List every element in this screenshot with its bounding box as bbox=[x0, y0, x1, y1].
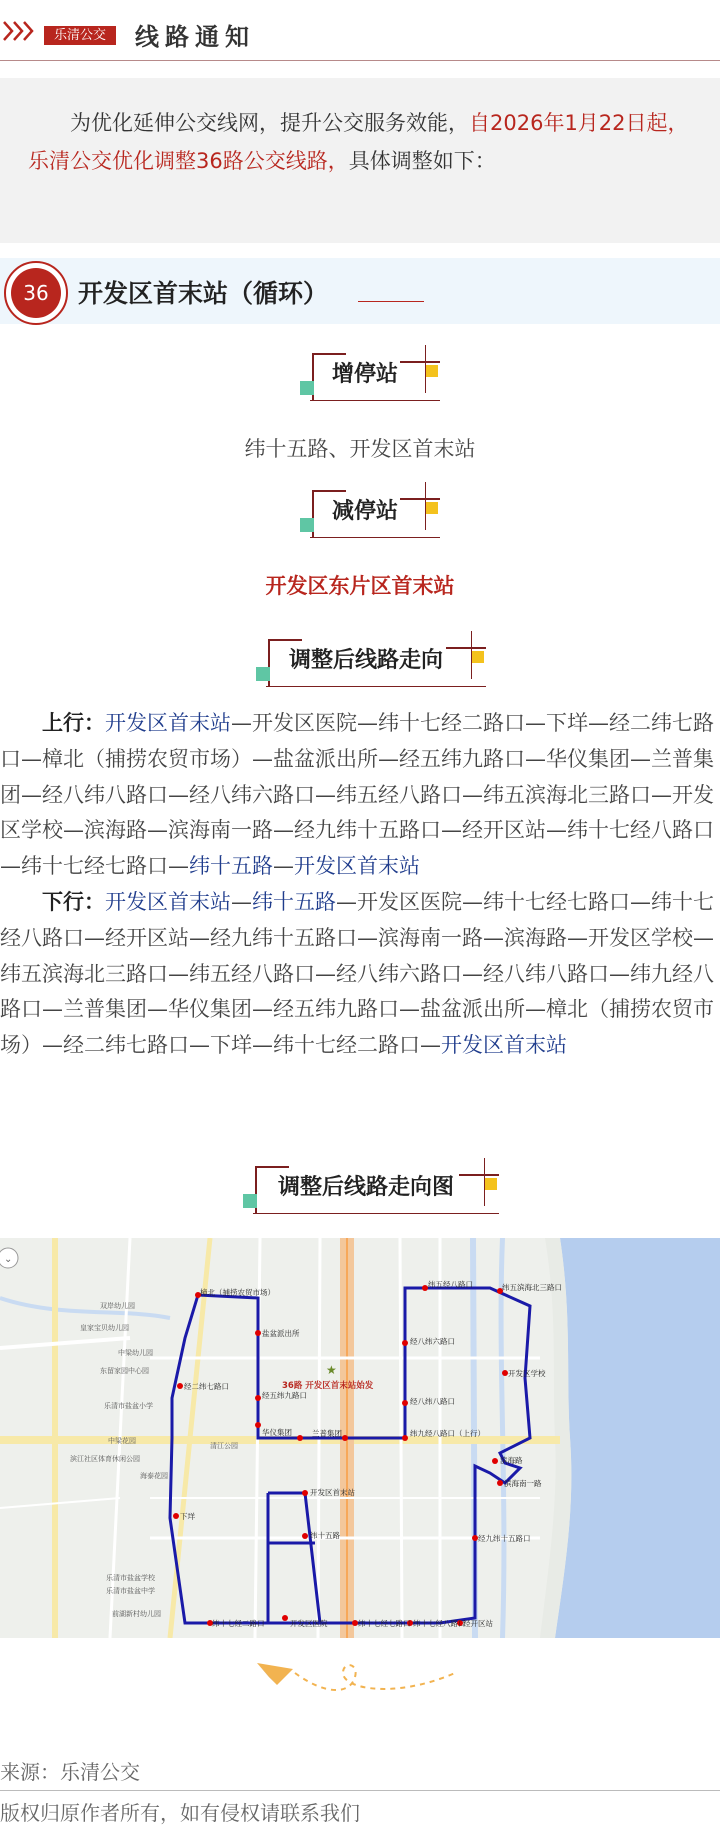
up-label: 上行： bbox=[42, 711, 105, 735]
route-map-svg bbox=[0, 1238, 720, 1638]
map-label: 经五纬九路口 bbox=[262, 1391, 307, 1400]
map-label: 开发区学校 bbox=[508, 1369, 546, 1378]
up-new-stop: 纬十五路 bbox=[189, 854, 273, 879]
paper-plane-divider-icon bbox=[255, 1655, 465, 1705]
section-title: 增停站 bbox=[331, 362, 398, 387]
map-label: 下垟 bbox=[180, 1512, 195, 1521]
copyright-text: 版权归原作者所有，如有侵权请联系我们 bbox=[0, 1801, 360, 1825]
map-label: 开发区医院 bbox=[290, 1619, 328, 1628]
section-title: 调整后线路走向 bbox=[288, 648, 443, 673]
notice-suffix: 具体调整如下： bbox=[348, 149, 496, 173]
up-start: 开发区首末站 bbox=[105, 711, 231, 735]
map-label: 纬十七经八路口 bbox=[413, 1619, 466, 1628]
map-label: 纬十七经七路口 bbox=[358, 1619, 411, 1628]
map-place: 皇家宝贝幼儿园 bbox=[80, 1324, 129, 1332]
section-removed-heading bbox=[290, 482, 440, 538]
map-label: 经八纬八路口 bbox=[410, 1397, 455, 1406]
route-directions bbox=[0, 706, 720, 1064]
map-label: 华仪集团 bbox=[262, 1428, 292, 1437]
source-name: 乐清公交 bbox=[60, 1760, 140, 1784]
map-label: 经八纬六路口 bbox=[410, 1337, 455, 1346]
down-end: 开发区首末站 bbox=[441, 1033, 567, 1058]
section-direction-heading bbox=[246, 631, 486, 687]
down-new-stop: 纬十五路 bbox=[252, 889, 336, 914]
map-place: 乐清市盐盆小学 bbox=[104, 1402, 153, 1410]
map-place: 东留家园中心园 bbox=[100, 1367, 149, 1375]
source-tag: 乐清公交 bbox=[44, 26, 116, 45]
map-place: 海泰花园 bbox=[140, 1472, 168, 1480]
svg-text:⌄: ⌄ bbox=[4, 1254, 13, 1265]
map-place: 中梁幼儿园 bbox=[118, 1349, 153, 1357]
map-label: 纬十五路 bbox=[310, 1531, 340, 1540]
map-center-label: 36路 开发区首末站始发 bbox=[282, 1381, 374, 1391]
map-label: 纬十七经二路口 bbox=[212, 1619, 265, 1628]
notice-prefix: 为优化延伸公交线网，提升公交服务效能， bbox=[70, 111, 469, 135]
footer-divider bbox=[0, 1790, 720, 1791]
map-label: 纬九经八路口（上行） bbox=[410, 1429, 485, 1438]
up-middle: —开发区医院—纬十七经二路口—下垟—经二纬七路口—樟北（捕捞农贸市场）—盐盆派出所—经五纬九路口—华仪集团—兰普集团—经八纬八路口—经八纬六路口—纬五经八路口—纬五滨海北三路口—开发区学校—滨海路—滨海南一路—经九纬十五路口—经开区站—纬十七经八路口—纬十七经七路口— bbox=[0, 711, 714, 879]
svg-text:★: ★ bbox=[326, 1363, 337, 1377]
map-label: 纬五经八路口 bbox=[428, 1280, 473, 1289]
map-label: 兰普集团 bbox=[312, 1429, 342, 1438]
double-chevron-icon bbox=[2, 20, 38, 42]
map-label: 滨海路 bbox=[500, 1456, 523, 1465]
page-header bbox=[0, 0, 720, 61]
section-title: 减停站 bbox=[331, 499, 398, 524]
map-label: 滨海南一路 bbox=[504, 1479, 542, 1488]
section-map-heading bbox=[233, 1158, 499, 1214]
route-number-badge bbox=[4, 261, 68, 325]
down-direction bbox=[0, 885, 720, 1064]
up-sep: — bbox=[273, 854, 294, 879]
map-place: 清江公园 bbox=[210, 1442, 238, 1450]
page-title: 线路通知 bbox=[135, 23, 255, 51]
map-label: 盐盆派出所 bbox=[262, 1329, 300, 1338]
down-middle: —开发区医院—纬十七经七路口—纬十七经八路口—经开区站—经九纬十五路口—滨海南一路—滨海路—开发区学校—纬五滨海北三路口—纬五经八路口—经八纬六路口—经八纬八路口—纬九经八路口—兰普集团—华仪集团—经五纬九路口—盐盆派出所—樟北（捕捞农贸市场）—经二纬七路口—下垟—纬十七经二路口— bbox=[0, 889, 714, 1058]
added-stops: 纬十五路、开发区首末站 bbox=[244, 437, 476, 461]
section-title: 调整后线路走向图 bbox=[277, 1175, 454, 1200]
route-header bbox=[0, 258, 720, 324]
up-end: 开发区首末站 bbox=[294, 854, 420, 879]
notice-text bbox=[28, 104, 700, 180]
down-label: 下行： bbox=[42, 889, 105, 914]
route-title: 开发区首末站（循环） bbox=[78, 279, 329, 308]
map-place: 前湖新村幼儿园 bbox=[112, 1610, 161, 1618]
map-label: 开发区首末站 bbox=[310, 1488, 355, 1497]
map-label: 经开区站 bbox=[463, 1619, 493, 1628]
route-map bbox=[0, 1238, 720, 1638]
up-direction bbox=[0, 706, 720, 885]
map-place: 双岸幼儿园 bbox=[100, 1302, 135, 1310]
route-underline bbox=[358, 301, 424, 302]
map-place: 滨江社区体育休闲公园 bbox=[70, 1455, 140, 1463]
map-label: 樟北（捕捞农贸市场） bbox=[200, 1288, 275, 1297]
section-added-heading bbox=[290, 345, 440, 401]
route-number: 36 bbox=[11, 268, 61, 318]
map-place: 中梁花园 bbox=[108, 1437, 136, 1445]
map-label: 经二纬七路口 bbox=[184, 1382, 229, 1391]
removed-stops: 开发区东片区首末站 bbox=[265, 574, 455, 598]
source-text: 来源：乐清公交 bbox=[0, 1760, 140, 1784]
map-label: 经九纬十五路口 bbox=[478, 1534, 531, 1543]
notice-highlight: 自2026年1月22日起，乐清公交优化调整36路公交线路， bbox=[28, 111, 689, 173]
down-sep: — bbox=[231, 889, 252, 914]
map-place: 乐清市盐盆中学 bbox=[106, 1587, 155, 1595]
map-place: 乐清市盐盆学校 bbox=[106, 1574, 155, 1582]
down-start: 开发区首末站 bbox=[105, 889, 231, 914]
map-label: 纬五滨海北三路口 bbox=[502, 1283, 562, 1292]
notice-box bbox=[0, 78, 720, 243]
